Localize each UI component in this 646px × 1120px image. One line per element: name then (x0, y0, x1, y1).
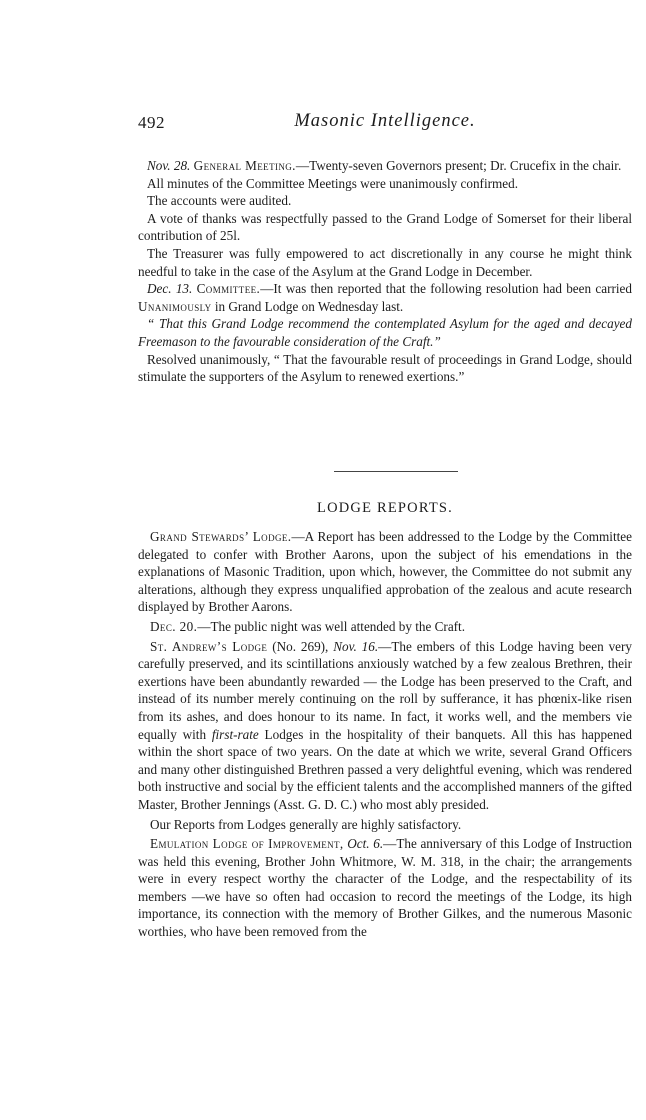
paragraph-text: Lodges in the hospitality of their banquets. All this has happened within the short space of two years. On the date at which we write, several Grand Officers and many other distinguished Brethren passed a very delightful evening, which was rendered both instructive and social by the efficient talents and the accomplished manners of the gifted Master, Brother Jennings (Asst. G. D. C.) who most ably presided. (138, 726, 632, 812)
paragraph-treasurer: The Treasurer was fully empowered to act discretionally in any course he might think needful to take in the case of the Asylum at the Grand Lodge in December. (138, 245, 632, 279)
page-number: 492 (138, 113, 165, 132)
emphasis-text: first-rate (211, 726, 259, 742)
paragraph-dec-20 (138, 618, 632, 636)
lodge-reports (138, 528, 632, 943)
asylum-report (138, 157, 632, 386)
paragraph-text: —The anniversary of this Lodge of Instruction was held this evening, Brother John Whitmore, W. M. 318, in the chair; the arrangements were in every respect worthy the character of the Lodge, and the respectability of its members —we have so often had occasion to record the meetings of the Lodge, its high importance, its connection with the memory of Brother Gilkes, and the numerous Masonic worthies, who have been removed from the (138, 836, 632, 940)
section-lead: General Meeting. (193, 158, 296, 173)
lodge-name: St. Andrew’s Lodge (150, 638, 268, 654)
paragraph-text: —Twenty-seven Governors present; Dr. Crucefix in the chair. (295, 158, 622, 173)
paragraph-text: —A Report has been addressed to the Lodge by the Committee delegated to confer with Brother Aarons, upon the subject of his emendations in the explanations of Masonic Tradition, upon which, however, the Committee do not submit any alterations, although they express unqualified approbation of the zealous and acute research displayed by Brother Aarons. (138, 529, 632, 615)
paragraph-vote: A vote of thanks was respectfully passed to the Grand Lodge of Somerset for their liberal contribution of 25l. (138, 210, 632, 244)
quoted-resolution: “ That this Grand Lodge recommend the contemplated Asylum for the aged and decayed Freemason to the favourable consideration of the Craft.” (138, 316, 632, 349)
emphasis-text: Unanimously (138, 298, 212, 314)
lodge-number: (No. 269), (267, 638, 334, 654)
paragraph-text: in Grand Lodge on Wednesday last. (211, 298, 404, 314)
date-label: Dec. 20. (150, 618, 198, 634)
paragraph-accounts: The accounts were audited. (147, 193, 292, 209)
paragraph-text: —The embers of this Lodge having been very carefully preserved, and its scintillations anxiously watched by a few zealous Brethren, their exertions have been abundantly rewarded — the Lodge has been preserved to the Craft, and instead of its number merely continuing on the roll by sufferance, it has phœnix-like risen from its ashes, and does honour to its name. In fact, it works well, and the members vie equally with (138, 638, 632, 742)
section-divider (334, 471, 458, 472)
paragraph-minutes: All minutes of the Committee Meetings were unanimously confirmed. (147, 175, 519, 191)
section-lead: Committee. (196, 281, 261, 297)
paragraph-emulation (138, 835, 632, 941)
section-heading: LODGE REPORTS. (317, 500, 453, 516)
running-title: Masonic Intelligence. (294, 111, 476, 131)
date-label: Oct. 6. (347, 836, 384, 852)
lodge-name: Grand Stewards’ Lodge. (150, 529, 292, 544)
paragraph-general-meeting (138, 157, 632, 175)
paragraph-committee (138, 280, 632, 315)
paragraph-grand-stewards (138, 528, 632, 616)
paragraph-text: —The public night was well attended by the Craft. (197, 618, 466, 634)
date-label: Nov. 16. (333, 638, 379, 654)
lodge-name: Emulation Lodge of Improvement, (150, 836, 344, 852)
paragraph-general-reports: Our Reports from Lodges generally are highly satisfactory. (150, 816, 462, 832)
paragraph-text: —It was then reported that the following resolution had been carried (260, 281, 632, 297)
date-label: Dec. 13. (147, 281, 193, 297)
date-label: Nov. 28. (147, 158, 191, 173)
paragraph-resolution: Resolved unanimously, “ That the favourable result of proceedings in Grand Lodge, should stimulate the supporters of the Asylum to renewed exertions.” (138, 351, 632, 385)
paragraph-st-andrews (138, 638, 632, 814)
running-head (138, 113, 632, 139)
